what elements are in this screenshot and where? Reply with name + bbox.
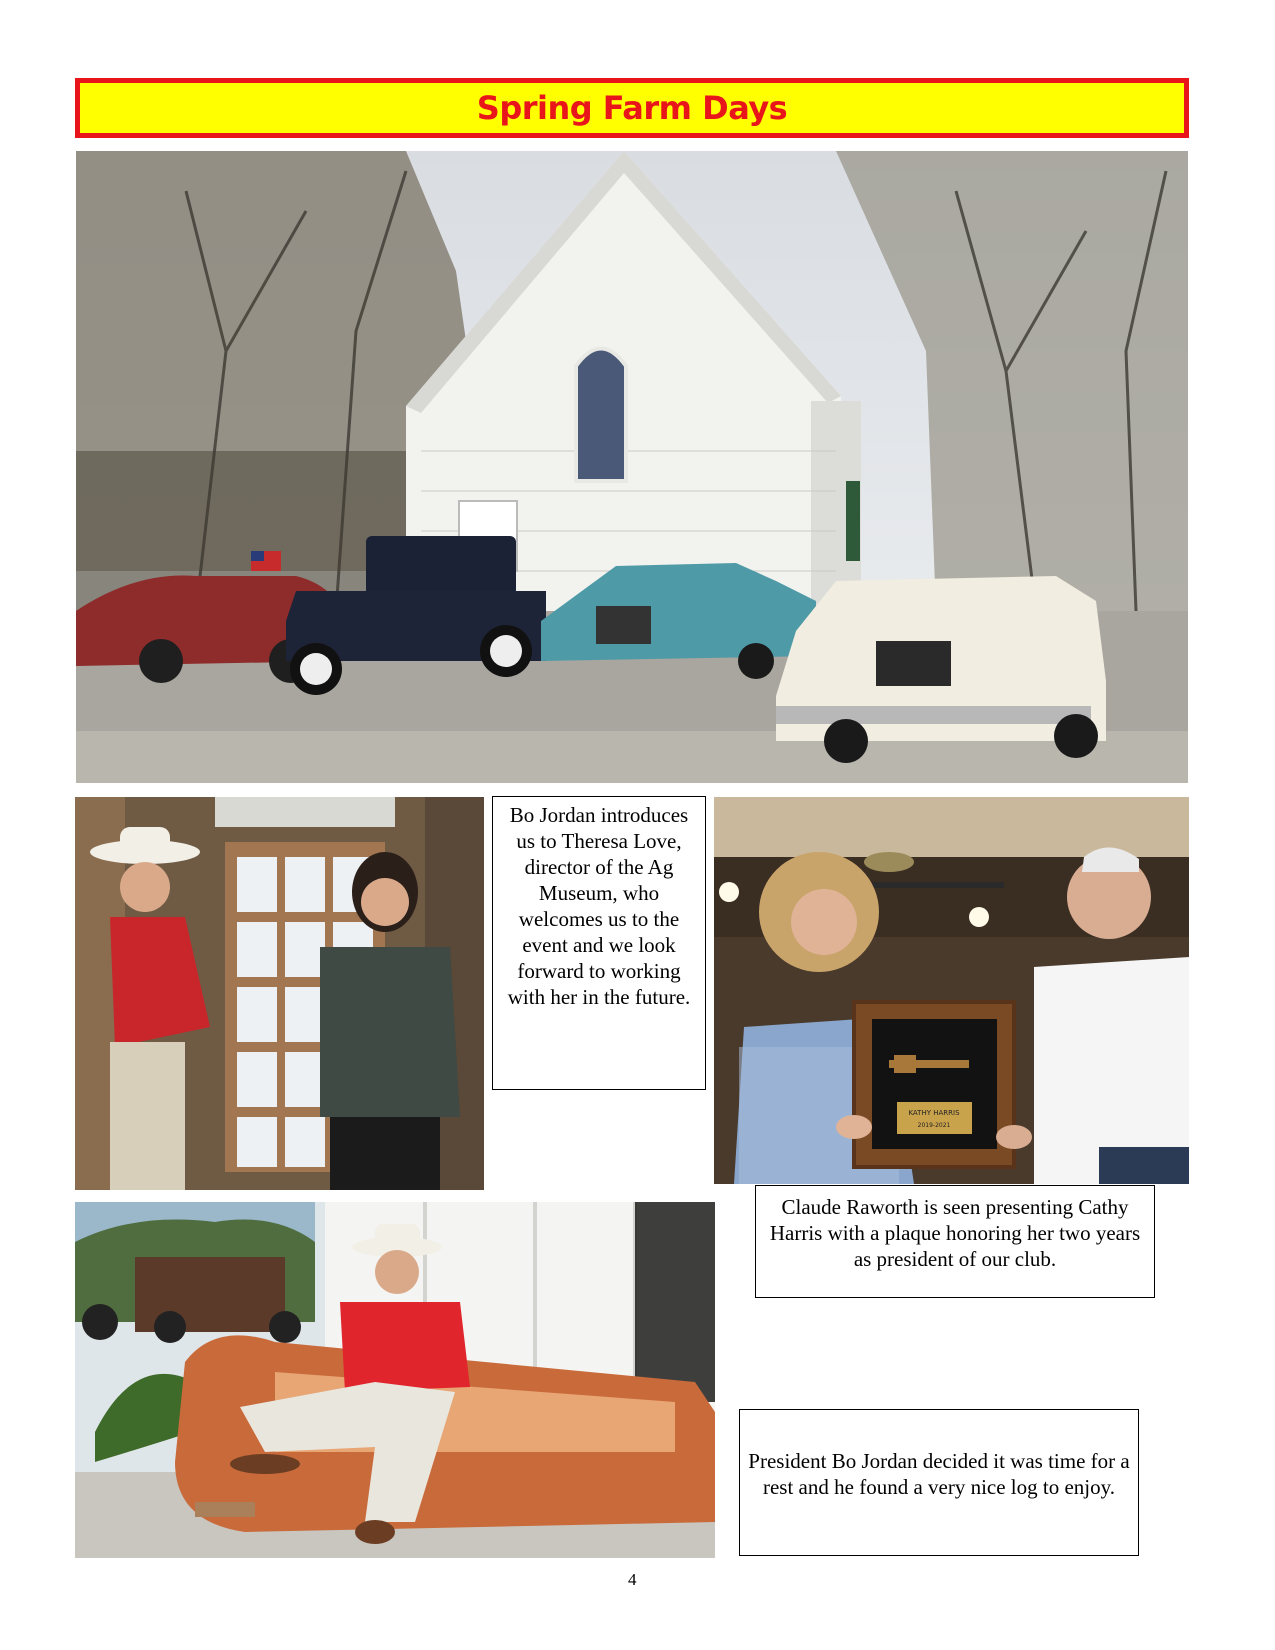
title-banner [75, 78, 1189, 138]
log-bench-photo [75, 1202, 715, 1558]
page-title: Spring Farm Days [476, 89, 788, 127]
caption-text: Bo Jordan introduces us to Theresa Love, director of the Ag Museum, who welcomes us to the event and we look forward to working with her in the future. [507, 803, 691, 1009]
log-bench-caption [739, 1409, 1139, 1556]
caption-text: Claude Raworth is seen presenting Cathy Harris with a plaque honoring her two years as president of our club. [769, 1195, 1141, 1271]
plaque-name: KATHY HARRIS [908, 1109, 960, 1117]
page-number: 4 [628, 1570, 637, 1589]
theresa-love-photo [75, 797, 484, 1190]
plaque-caption [755, 1185, 1155, 1298]
church-cars-photo [76, 151, 1188, 783]
theresa-love-caption [492, 796, 706, 1090]
caption-text: President Bo Jordan decided it was time for a rest and he found a very nice log to enjoy. [748, 1449, 1130, 1499]
plaque-presentation-photo [714, 797, 1189, 1184]
plaque-years: 2019-2021 [917, 1122, 951, 1129]
